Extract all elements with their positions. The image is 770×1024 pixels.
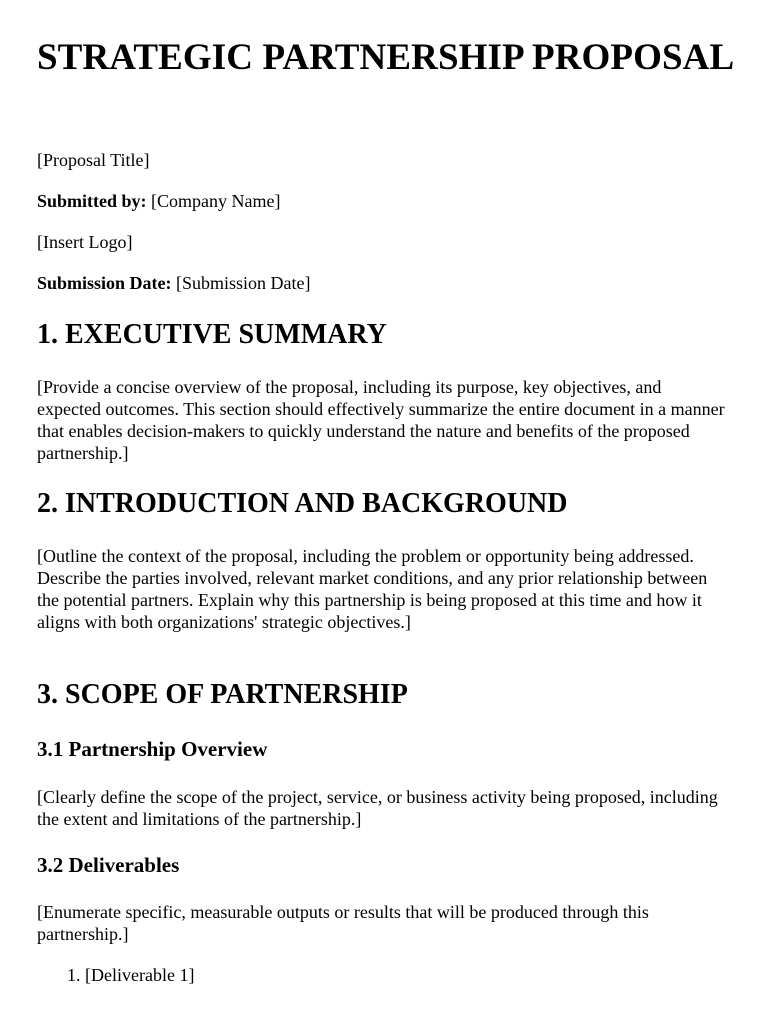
deliverables-body: [Enumerate specific, measurable outputs or results that will be produced through this partnership.]: [37, 902, 649, 944]
submitted-by-value: [Company Name]: [146, 191, 281, 211]
submitted-by-label: Submitted by:: [37, 191, 147, 211]
submission-date-label: Submission Date:: [37, 273, 172, 293]
document-title: STRATEGIC PARTNERSHIP PROPOSAL: [37, 37, 735, 78]
submission-date-value: [Submission Date]: [171, 273, 311, 293]
proposal-title-placeholder: [Proposal Title]: [37, 150, 150, 170]
partnership-overview-body: [Clearly define the scope of the project, service, or business activity being proposed, including the extent and limitations of the partnership.]: [37, 787, 718, 829]
submitted-by-line: [37, 190, 281, 212]
submission-date-line: [37, 272, 311, 294]
executive-summary-body: [Provide a concise overview of the proposal, including its purpose, key objectives, and expected outcomes. This section should effectively summarize the entire document in a manner that enables decision-makers to quickly understand the nature and benefits of the proposed partnership.]: [37, 377, 725, 463]
executive-summary-heading: 1. EXECUTIVE SUMMARY: [37, 319, 387, 350]
introduction-body: [Outline the context of the proposal, including the problem or opportunity being addressed. Describe the parties involved, relevant market conditions, and any prior relationship between the potential partners. Explain why this partnership is being proposed at this time and how it aligns with both organizations' strategic objectives.]: [37, 546, 708, 632]
logo-placeholder: [Insert Logo]: [37, 232, 133, 252]
partnership-overview-heading: 3.1 Partnership Overview: [37, 737, 268, 761]
deliverables-heading: 3.2 Deliverables: [37, 853, 180, 877]
introduction-heading: 2. INTRODUCTION AND BACKGROUND: [37, 488, 568, 519]
deliverable-list-item: 1. [Deliverable 1]: [67, 965, 195, 985]
scope-heading: 3. SCOPE OF PARTNERSHIP: [37, 679, 408, 710]
